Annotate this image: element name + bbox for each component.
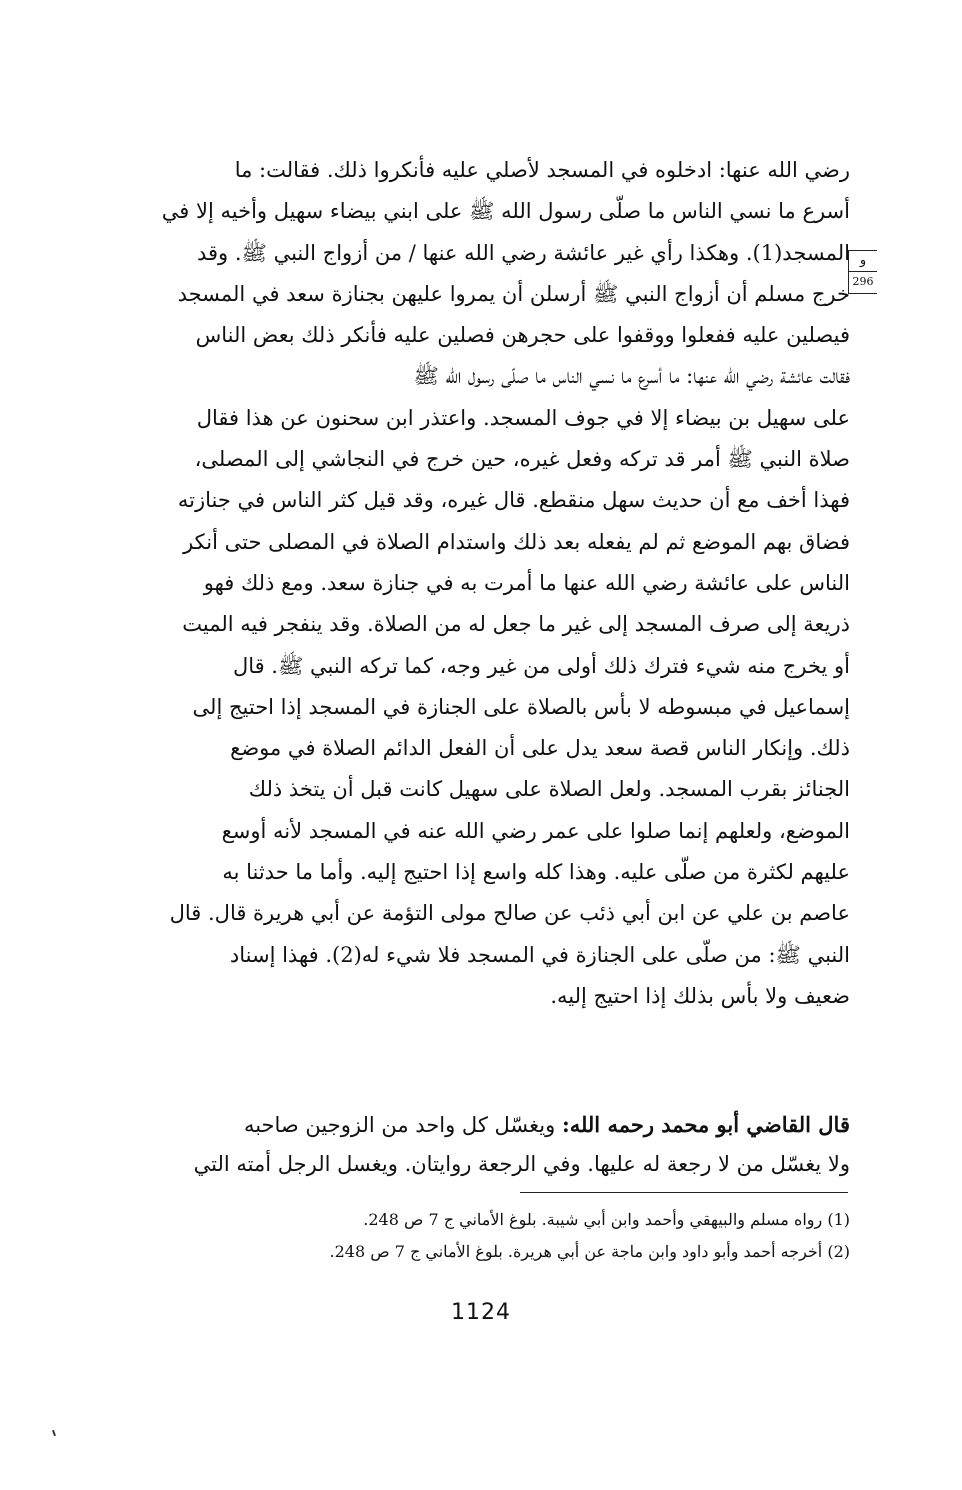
text-line: الموضع، ولعلهم إنما صلوا على عمر رضي الله عنه في المسجد لأنه أوسع	[221, 818, 850, 843]
footnote-divider	[520, 1192, 848, 1193]
text-line: فهذا أخف مع أن حديث سهل منقطع. قال غيره، وقد قيل كثر الناس في جنازته	[177, 488, 850, 513]
text-line: ضعيف ولا بأس بذلك إذا احتيج إليه.	[550, 983, 850, 1008]
text-line: عاصم بن علي عن ابن أبي ذئب عن صالح مولى التؤمة عن أبي هريرة قال. قال	[169, 901, 850, 926]
speaker-heading: قال القاضي أبو محمد رحمه الله:	[561, 1112, 850, 1137]
text-line: النبي ﷺ: من صلّى على الجنازة في المسجد فلا شيء له(2). فهذا إسناد	[229, 942, 850, 967]
manuscript-folio-marker	[848, 250, 877, 294]
page-number: 1124	[451, 1300, 511, 1325]
text-line: أسرع ما نسي الناس ما صلّى رسول الله ﷺ على ابني بيضاء سهيل وأخيه إلا في	[161, 199, 850, 224]
main-paragraph	[118, 150, 850, 1017]
text-line	[118, 1105, 850, 1145]
text-line: صلاة النبي ﷺ أمر قد تركه وفعل غيره، حين خرج في النجاشي إلى المصلى،	[194, 447, 850, 472]
text-line: عليهم لكثرة من صلّى عليه. وهذا كله واسع إذا احتيج إليه. وأما ما حدثنا به	[222, 860, 850, 885]
footnotes	[118, 1204, 850, 1268]
text-line: فيصلين عليه ففعلوا ووقفوا على حجرهن فصلين عليه فأنكر ذلك بعض الناس	[195, 323, 850, 348]
text-line: الناس على عائشة رضي الله عنها ما أمرت به في جنازة سعد. ومع ذلك فهو	[203, 570, 850, 595]
folio-number: 296	[849, 271, 877, 292]
footnote: (2) أخرجه أحمد وأبو داود وابن ماجة عن أبي هريرة. بلوغ الأماني ج 7 ص 248.	[329, 1242, 850, 1261]
text-line: فضاق بهم الموضع ثم لم يفعله بعد ذلك واستدام الصلاة في المصلى حتى أنكر	[183, 529, 850, 554]
text-line: على سهيل بن بيضاء إلا في جوف المسجد. واعتذر ابن سحنون عن هذا فقال	[196, 405, 850, 430]
text-line: الجنائز بقرب المسجد. ولعل الصلاة على سهيل كانت قبل أن يتخذ ذلك	[248, 777, 850, 802]
text-line: أو يخرج منه شيء فترك ذلك أولى من غير وجه، كما تركه النبي ﷺ. قال	[232, 653, 850, 678]
text-line: ذلك. وإنكار الناس قصة سعد يدل على أن الفعل الدائم الصلاة في موضع	[230, 736, 850, 761]
text-line: رضي الله عنها: ادخلوه في المسجد لأصلي عليه فأنكروا ذلك. فقالت: ما	[234, 158, 850, 182]
scan-speck	[52, 1430, 56, 1436]
second-paragraph	[118, 1105, 850, 1184]
text-line: ذريعة إلى صرف المسجد إلى غير ما جعل له من الصلاة. وقد ينفجر فيه الميت	[182, 612, 850, 637]
text-run: ويغسّل كل واحد من الزوجين صاحبه	[243, 1113, 562, 1137]
text-line: المسجد(1). وهكذا رأي غير عائشة رضي الله عنها / من أزواج النبي ﷺ. وقد	[196, 240, 850, 265]
folio-letter: و	[859, 253, 867, 268]
text-line: فقالت عائشة رضي الله عنها: ما أسرع ما نسي الناس ما صلّى رسول الله ﷺ	[413, 364, 850, 389]
text-line: خرج مسلم أن أزواج النبي ﷺ أرسلن أن يمروا عليهن بجنازة سعد في المسجد	[177, 281, 850, 306]
text-line: ولا يغسّل من لا رجعة له عليها. وفي الرجعة روايتان. ويغسل الرجل أمته التي	[193, 1152, 850, 1176]
footnote: (1) رواه مسلم والبيهقي وأحمد وابن أبي شيبة. بلوغ الأماني ج 7 ص 248.	[363, 1210, 850, 1229]
text-line: إسماعيل في مبسوطه لا بأس بالصلاة على الجنازة في المسجد إذا احتيج إلى	[192, 694, 850, 719]
